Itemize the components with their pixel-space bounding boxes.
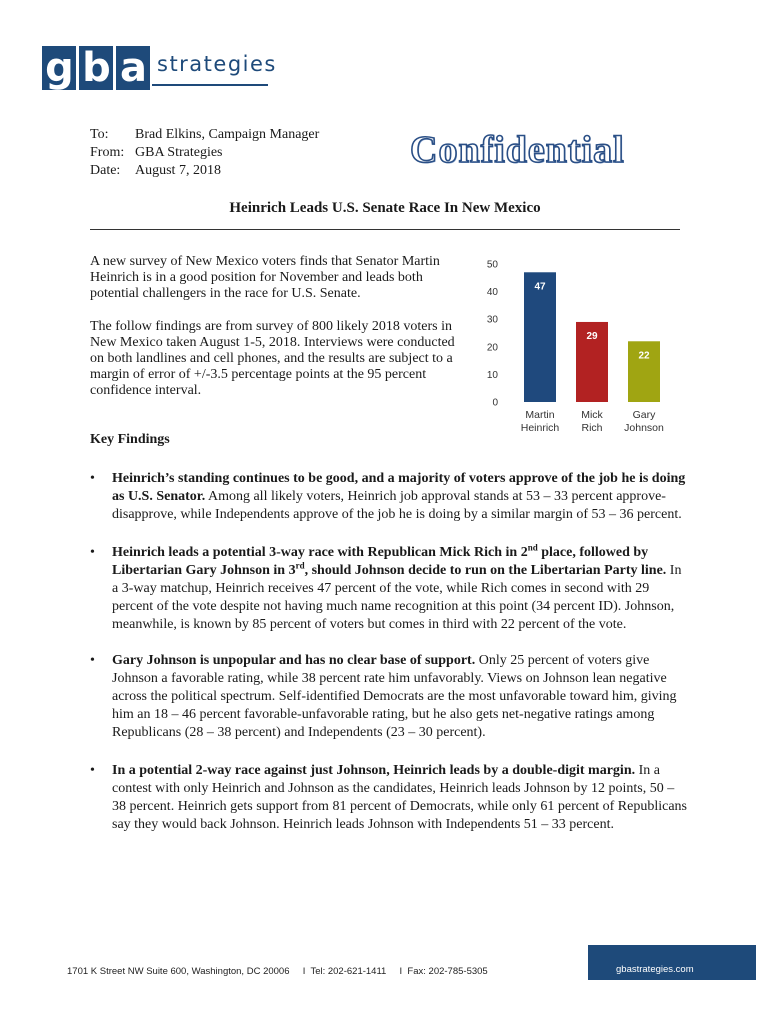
memo-to-label: To: (90, 127, 109, 142)
bullet-icon: • (90, 545, 95, 560)
intro-section (90, 254, 468, 416)
x-category-label: Mick (581, 409, 603, 421)
finding-item (90, 470, 690, 524)
logo-letter-a: a (116, 46, 150, 90)
bar-data-label: 47 (534, 281, 546, 293)
finding-item (90, 544, 690, 634)
x-category-label: Johnson (624, 422, 664, 434)
finding-lead-part: place, followed by Libertarian Gary Johnson in 3 (112, 545, 649, 578)
y-tick-label: 50 (486, 259, 498, 271)
bullet-icon: • (90, 653, 95, 668)
memo-from-label: From: (90, 145, 125, 160)
title-divider (90, 229, 680, 230)
finding-lead-part: Heinrich leads a potential 3-way race with Republican Mick Rich in 2 (112, 545, 528, 560)
finding-lead-part: , should Johnson decide to run on the Libertarian Party line. (304, 563, 667, 578)
y-tick-label: 40 (486, 287, 498, 299)
vote-share-chart (476, 252, 676, 442)
memo-date-row (90, 162, 319, 180)
y-tick-label: 30 (486, 314, 498, 326)
findings-list (90, 470, 690, 834)
finding-body: In a 3-way matchup, Heinrich receives 47 percent of the vote, while Rich comes in second with 29 percent of the vote despite not having much name recognition at this point (34 percent ID). Johnson, meanwhile, is known by 85 percent of voters but comes in third with 22 percent of the vote. (112, 563, 682, 632)
chart-svg (476, 252, 676, 442)
memo-header (90, 126, 319, 180)
confidential-stamp: Confidential (410, 129, 625, 171)
finding-lead: In a potential 2-way race against just Johnson, Heinrich leads by a double-digit margin. (112, 763, 636, 778)
key-findings-heading: Key Findings (90, 432, 170, 447)
finding-lead: Gary Johnson is unpopular and has no clear base of support. (112, 653, 476, 668)
memo-from-row (90, 144, 319, 162)
y-tick-label: 10 (486, 369, 498, 381)
finding-item (90, 652, 690, 742)
finding-lead (112, 542, 667, 578)
x-category-label: Heinrich (520, 422, 560, 434)
footer-address: 1701 K Street NW Suite 600, Washington, DC 20006 I Tel: 202-621-1411 I Fax: 202-785-5305 (67, 966, 488, 977)
intro-paragraph-1: A new survey of New Mexico voters finds that Senator Martin Heinrich is in a good position for November and leads both potential challengers in the race for U.S. Senate. (90, 254, 440, 302)
bullet-icon: • (90, 763, 95, 778)
bar-data-label: 22 (638, 350, 650, 362)
logo-word: strategies (157, 52, 277, 76)
bar-data-label: 29 (586, 330, 598, 342)
x-category-label: Rich (581, 422, 603, 434)
memo-to-row (90, 126, 319, 144)
finding-body: In a contest with only Heinrich and Johnson as the candidates, Heinrich leads Johnson by 12 points, 50 – 38 percent. Heinrich gets support from 81 percent of Democrats, while only 61 percent of Republicans say they would back Johnson. Heinrich leads Johnson with Independents 51 – 33 percent. (112, 763, 687, 832)
bullet-icon: • (90, 471, 95, 486)
finding-body: Among all likely voters, Heinrich job approval stands at 53 – 33 percent approve-disapprove, while Independents approve of the job he is doing by a similar margin of 53 – 36 percent. (112, 489, 682, 522)
memo-date-label: Date: (90, 163, 121, 178)
superscript: nd (527, 542, 538, 553)
y-tick-label: 20 (486, 342, 498, 354)
footer-website-box (588, 945, 756, 980)
finding-body: Only 25 percent of voters give Johnson a favorable rating, while 38 percent rate him unfavorably. Views on Johnson lean negative across the political spectrum. Self-identified Democrats are the most unfavorable toward him, giving him an 18 – 46 percent favorable-unfavorable rating, but he also gets net-negative ratings among Republicans (28 – 38 percent) and Independents (23 – 30 percent). (112, 653, 677, 740)
logo-letter-g: g (42, 46, 76, 90)
x-category-label: Martin (525, 409, 555, 421)
x-category-label: Gary (632, 409, 656, 421)
footer-website-link[interactable]: gbastrategies.com (616, 964, 694, 975)
finding-item (90, 762, 690, 834)
memo-date-value: August 7, 2018 (135, 163, 221, 178)
logo-underline (152, 84, 268, 86)
finding-lead: Heinrich’s standing continues to be good, and a majority of voters approve of the job he is doing as U.S. Senator. (112, 471, 686, 504)
superscript: rd (295, 560, 305, 571)
memo-to-value: Brad Elkins, Campaign Manager (135, 127, 320, 142)
logo-letter-b: b (79, 46, 113, 90)
y-tick-label: 0 (492, 397, 498, 409)
memo-from-value: GBA Strategies (135, 145, 223, 160)
intro-paragraph-2: The follow findings are from survey of 800 likely 2018 voters in New Mexico taken August 1-5, 2018. Interviews were conducted on both landlines and cell phones, and the results are subject to a margin of error of +/-3.5 percentage points at the 95 percent confidence interval. (90, 318, 455, 399)
document-title: Heinrich Leads U.S. Senate Race In New Mexico (229, 200, 541, 216)
